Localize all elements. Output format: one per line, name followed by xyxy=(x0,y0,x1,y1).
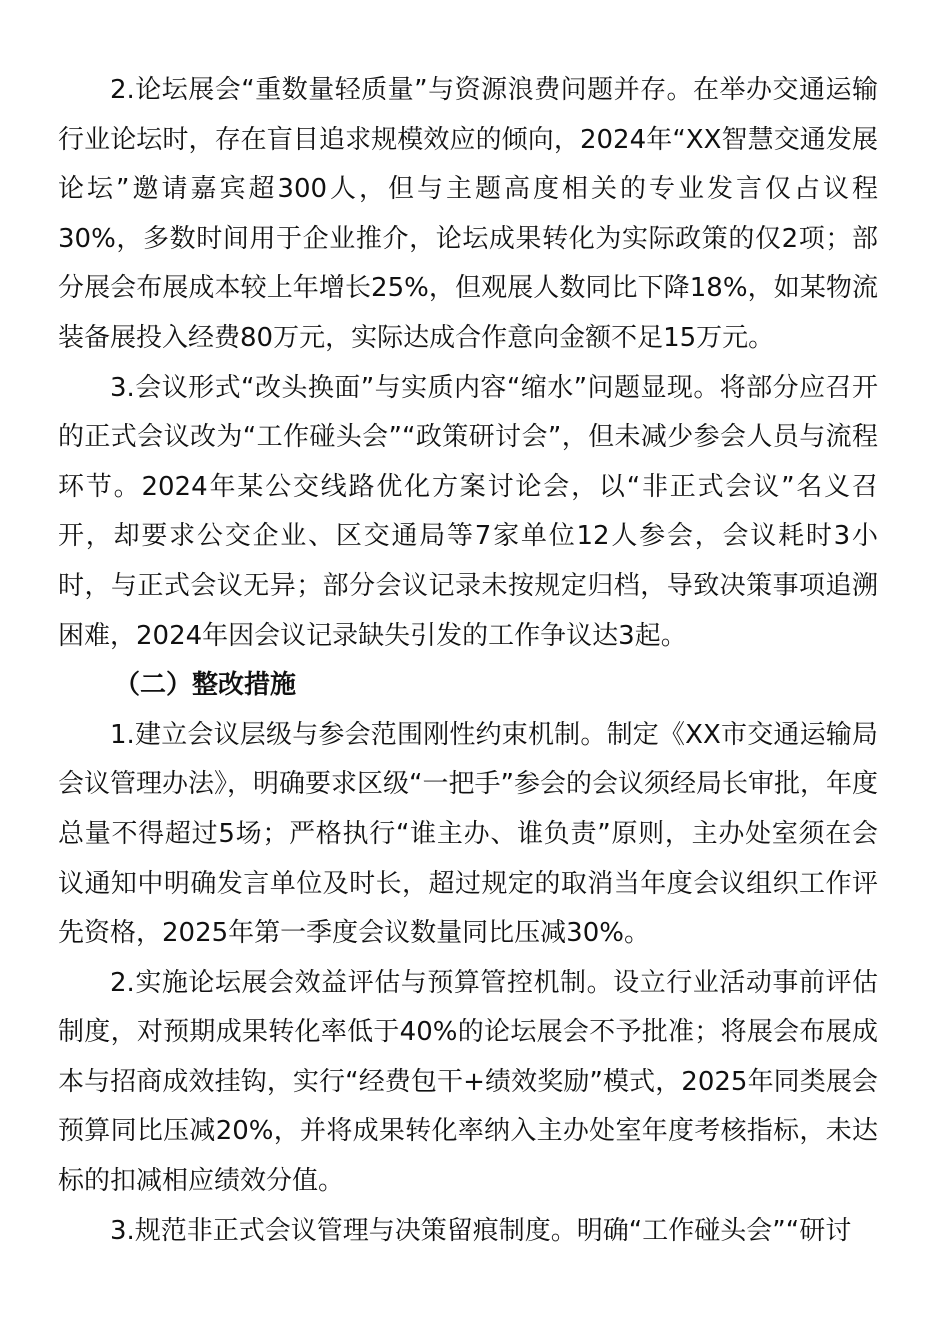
paragraph-meeting-format-issue: 3.会议形式“改头换面”与实质内容“缩水”问题显现。将部分应召开的正式会议改为“工作碰头会”“政策研讨会”，但未减少参会人员与流程环节。2024年某公交线路优化方案讨论会，以“非正式会议”名义召开，却要求公交企业、区交通局等7家单位12人参会，会议耗时3小时，与正式会议无异；部分会议记录未按规定归档，导致决策事项追溯困难，2024年因会议记录缺失引发的工作争议达3起。 xyxy=(58,372,878,651)
measure-forum-benefit-evaluation: 2.实施论坛展会效益评估与预算管控机制。设立行业活动事前评估制度，对预期成果转化率低于40%的论坛展会不予批准；将展会布展成本与招商成效挂钩，实行“经费包干+绩效奖励”模式，2025年同类展会预算同比压减20%，并将成果转化率纳入主办处室年度考核指标，未达标的扣减相应绩效分值。 xyxy=(58,967,878,1197)
section-heading-rectification-measures: （二）整改措施 xyxy=(114,670,297,701)
measure-meeting-level-constraint: 1.建立会议层级与参会范围刚性约束机制。制定《XX市交通运输局会议管理办法》，明确要求区级“一把手”参会的会议须经局长审批，年度总量不得超过5场；严格执行“谁主办、谁负责”原则，主办处室须在会议通知中明确发言单位及时长，超过规定的取消当年度会议组织工作评先资格，2025年第一季度会议数量同比压减30%。 xyxy=(58,719,878,949)
measure-informal-meeting-management: 3.规范非正式会议管理与决策留痕制度。明确“工作碰头会”“研讨 xyxy=(110,1215,852,1246)
document-body xyxy=(58,66,878,1256)
paragraph-forum-exhibition-issue: 2.论坛展会“重数量轻质量”与资源浪费问题并存。在举办交通运输行业论坛时，存在盲目追求规模效应的倾向，2024年“XX智慧交通发展论坛”邀请嘉宾超300人，但与主题高度相关的专业发言仅占议程30%，多数时间用于企业推介，论坛成果转化为实际政策的仅2项；部分展会布展成本较上年增长25%，但观展人数同比下降18%，如某物流装备展投入经费80万元，实际达成合作意向金额不足15万元。 xyxy=(58,75,878,353)
